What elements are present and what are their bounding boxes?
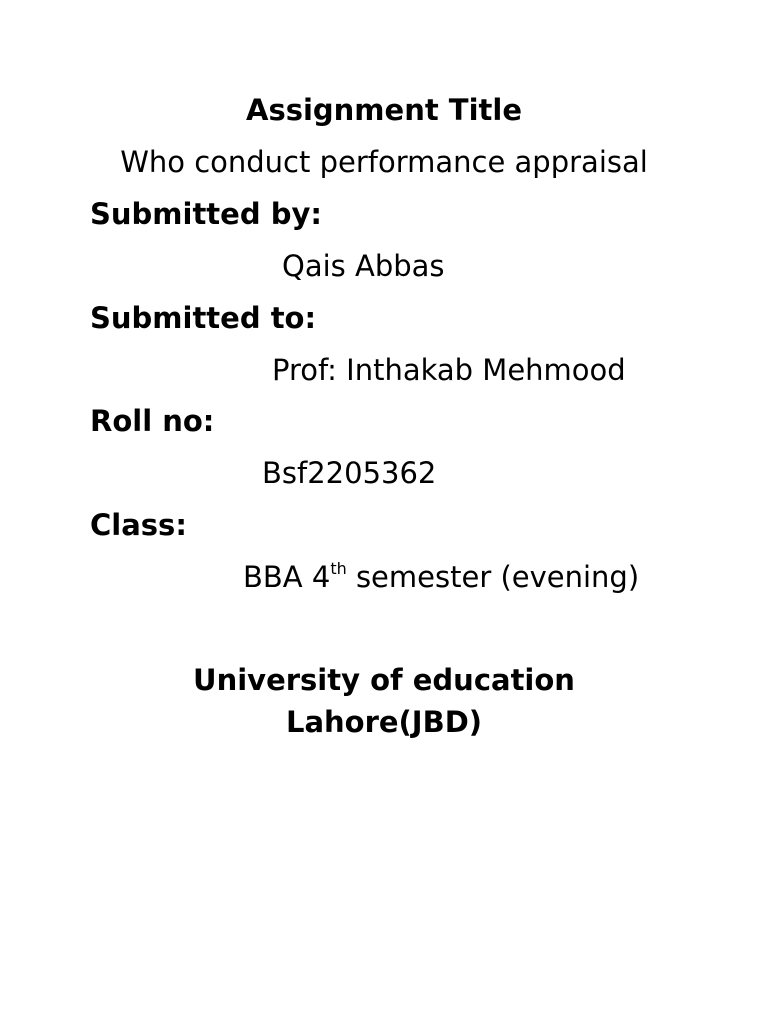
class-value-superscript: th [330, 559, 347, 578]
class-value [243, 559, 640, 594]
assignment-title-heading: Assignment Title [246, 93, 522, 127]
university-name-line2: Lahore(JBD) [285, 705, 483, 739]
submitted-to-value: Prof: Inthakab Mehmood [272, 353, 626, 387]
assignment-topic: Who conduct performance appraisal [120, 145, 648, 179]
class-value-suffix: semester (evening) [346, 560, 640, 594]
university-name-line1: University of education [193, 663, 575, 697]
roll-number-value: Bsf2205362 [262, 456, 437, 490]
class-label: Class: [90, 508, 187, 542]
class-value-prefix: BBA 4 [243, 560, 331, 594]
submitted-by-value: Qais Abbas [282, 249, 445, 283]
submitted-to-label: Submitted to: [90, 301, 317, 335]
submitted-by-label: Submitted by: [90, 197, 322, 231]
roll-number-label: Roll no: [90, 404, 215, 438]
